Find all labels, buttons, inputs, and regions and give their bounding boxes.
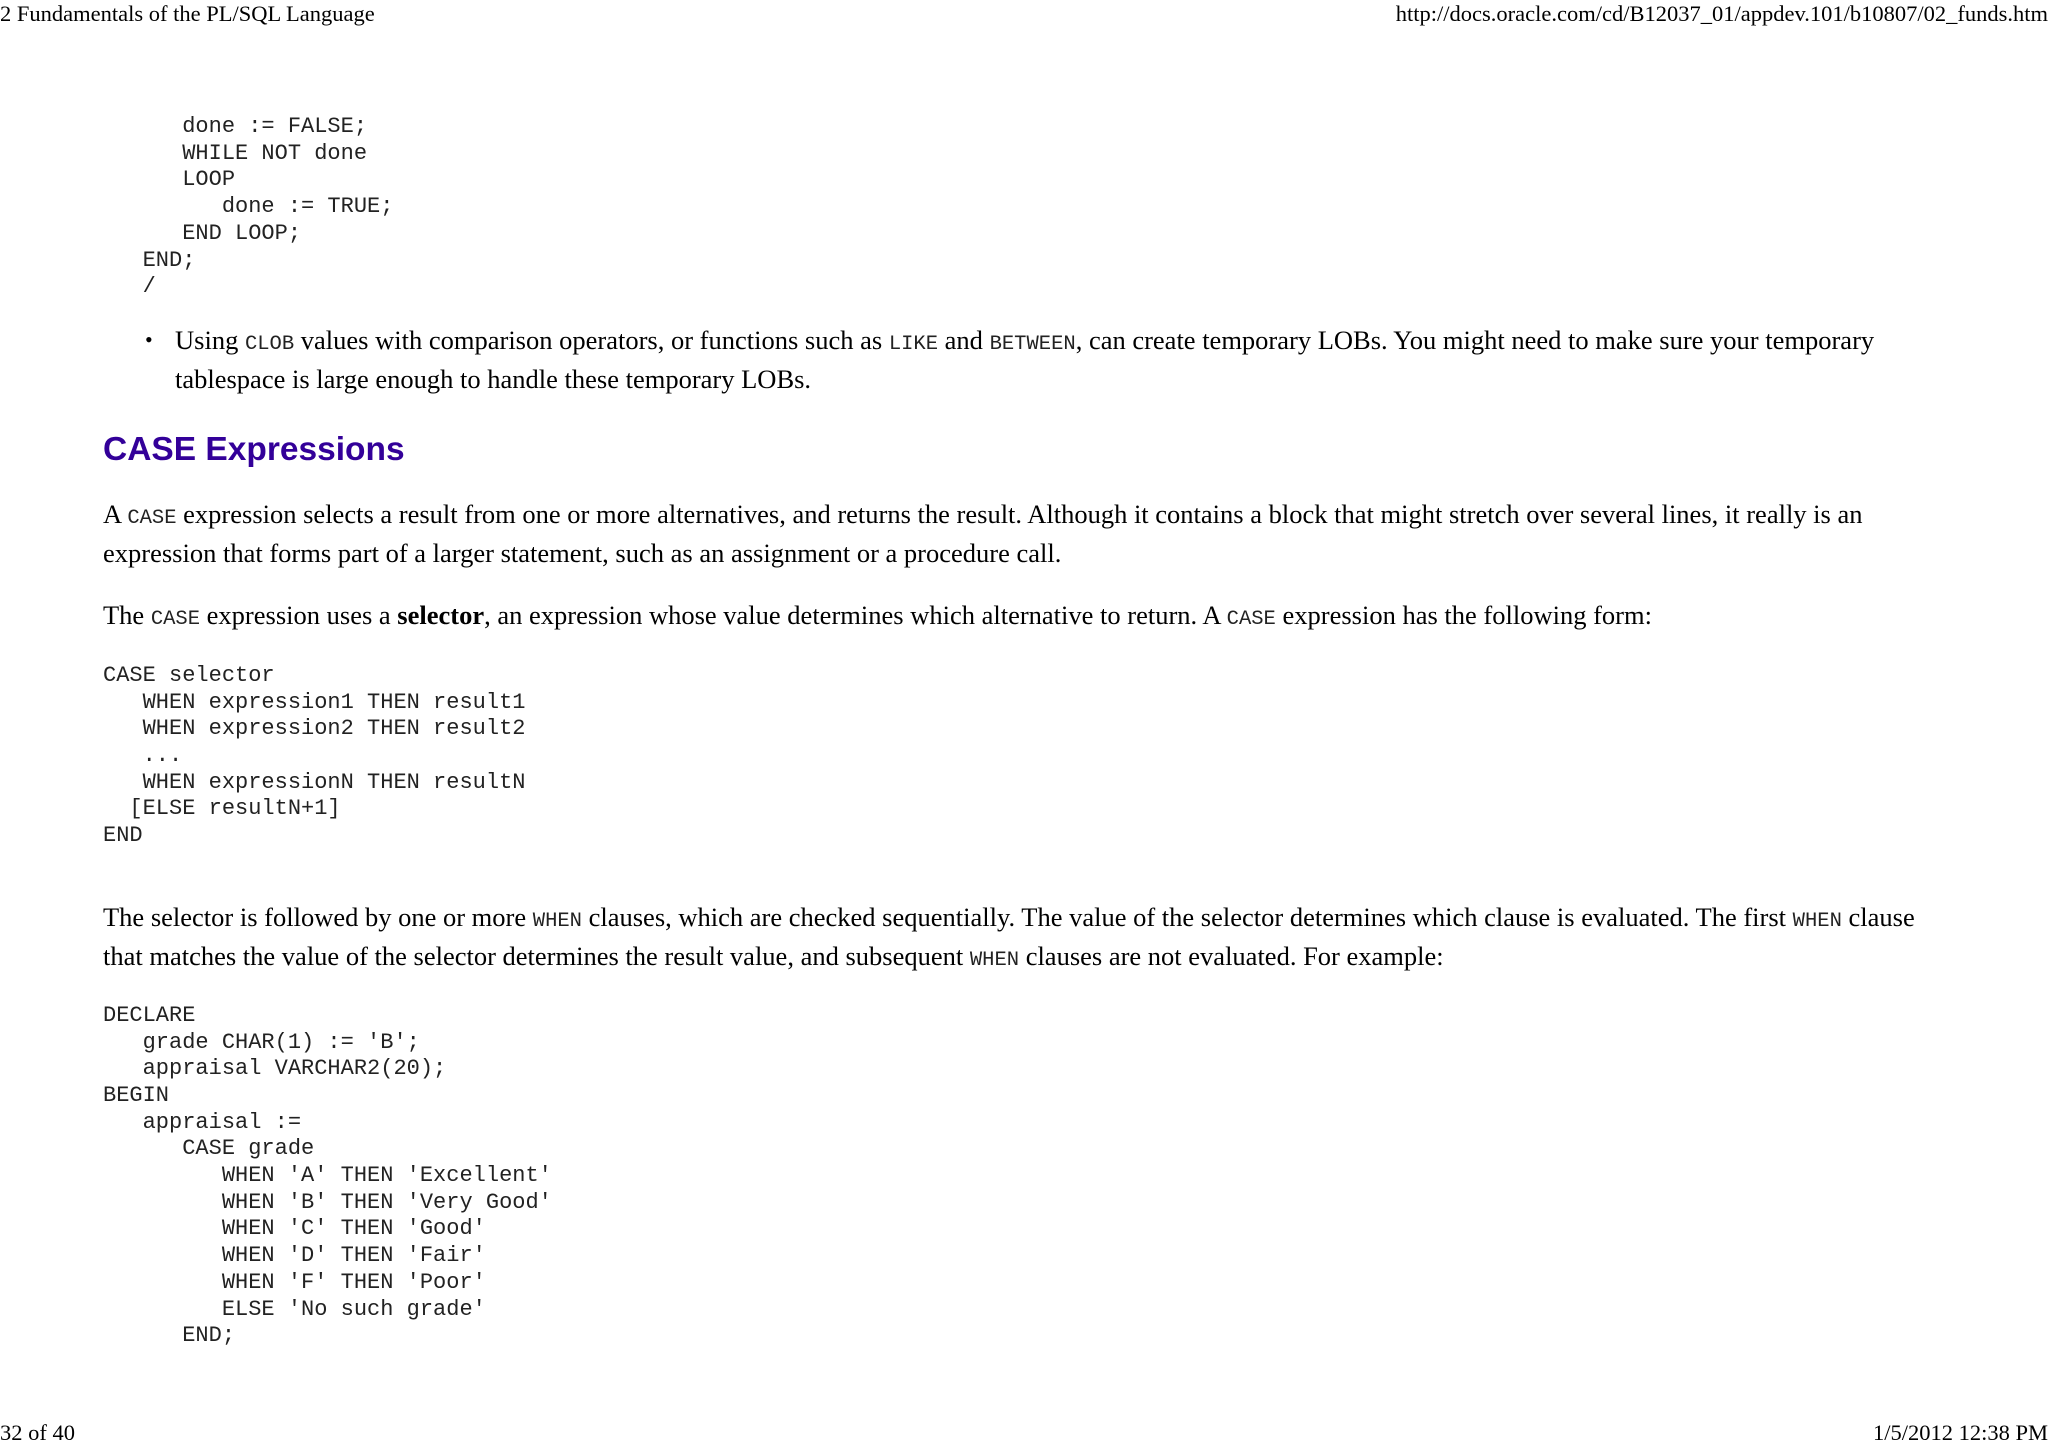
print-footer bbox=[0, 1419, 2048, 1449]
inline-code-when: WHEN bbox=[969, 948, 1020, 972]
inline-code-clob: CLOB bbox=[244, 332, 295, 356]
inline-code-when: WHEN bbox=[1792, 909, 1842, 933]
print-datetime: 1/5/2012 12:38 PM bbox=[1872, 1420, 2048, 1445]
text-segment: clauses, which are checked sequentially. The value of the selector determines which clause is evaluated. The first bbox=[581, 901, 1793, 932]
section-title: CASE Expressions bbox=[103, 430, 405, 468]
text-segment: clause that matches the value of the selector determines the result value, and subsequent bbox=[103, 901, 1915, 971]
header-title: 2 Fundamentals of the PL/SQL Language bbox=[0, 1, 375, 26]
code-block-case-example: DECLARE grade CHAR(1) := 'B'; appraisal VARCHAR2(20); BEGIN appraisal := CASE grade WHEN 'A' THEN 'Excellent' WHEN 'B' THEN 'Very Good' WHEN 'C' THEN 'Good' WHEN 'D' THEN 'Fair' WHEN 'F' THEN 'Poor' ELSE 'No such grade' END; bbox=[103, 1002, 552, 1349]
inline-code-case: CASE bbox=[1226, 607, 1276, 631]
bullet-list bbox=[103, 323, 1933, 396]
list-item-clob-note bbox=[103, 323, 1933, 396]
text-segment: values with comparison operators, or functions such as bbox=[294, 324, 889, 355]
text-segment: The bbox=[103, 599, 151, 630]
paragraph-when-clauses bbox=[103, 900, 1933, 978]
inline-code-case: CASE bbox=[150, 607, 201, 631]
page-number: 32 of 40 bbox=[0, 1420, 75, 1445]
document-body bbox=[103, 114, 1933, 1350]
inline-code-between: BETWEEN bbox=[989, 332, 1076, 356]
print-header bbox=[0, 0, 2048, 30]
text-segment: expression uses a bbox=[200, 599, 398, 630]
paragraph-selector bbox=[103, 598, 1933, 637]
header-url: http://docs.oracle.com/cd/B12037_01/appdev.101/b10807/02_funds.htm bbox=[1395, 1, 2048, 26]
text-segment: expression has the following form: bbox=[1275, 599, 1652, 630]
text-segment: A bbox=[103, 498, 128, 529]
text-segment: and bbox=[938, 324, 990, 355]
inline-code-like: LIKE bbox=[888, 332, 939, 356]
bullet-icon: • bbox=[145, 326, 153, 352]
inline-code-when: WHEN bbox=[532, 909, 582, 933]
text-segment: , can create temporary LOBs. You might need to make sure your temporary tablespace is large enough to handle these temporary LOBs. bbox=[175, 324, 1875, 394]
text-segment: clauses are not evaluated. For example: bbox=[1019, 940, 1444, 971]
paragraph-case-intro bbox=[103, 497, 1933, 570]
code-block-case-syntax: CASE selector WHEN expression1 THEN result1 WHEN expression2 THEN result2 ... WHEN expressionN THEN resultN [ELSE resultN+1] END bbox=[103, 662, 526, 849]
text-segment: , an expression whose value determines which alternative to return. A bbox=[484, 599, 1227, 630]
bold-term-selector: selector bbox=[397, 599, 485, 630]
text-segment: The selector is followed by one or more bbox=[103, 901, 533, 932]
code-block-loop-example: done := FALSE; WHILE NOT done LOOP done := TRUE; END LOOP; END; / bbox=[142, 114, 394, 300]
inline-code-case: CASE bbox=[127, 506, 177, 530]
text-segment: expression selects a result from one or more alternatives, and returns the result. Although it contains a block that might stretch over several lines, it really is an expression that forms part of a larger statement, such as an assignment or a procedure call. bbox=[103, 498, 1863, 568]
text-segment: Using bbox=[175, 324, 245, 355]
